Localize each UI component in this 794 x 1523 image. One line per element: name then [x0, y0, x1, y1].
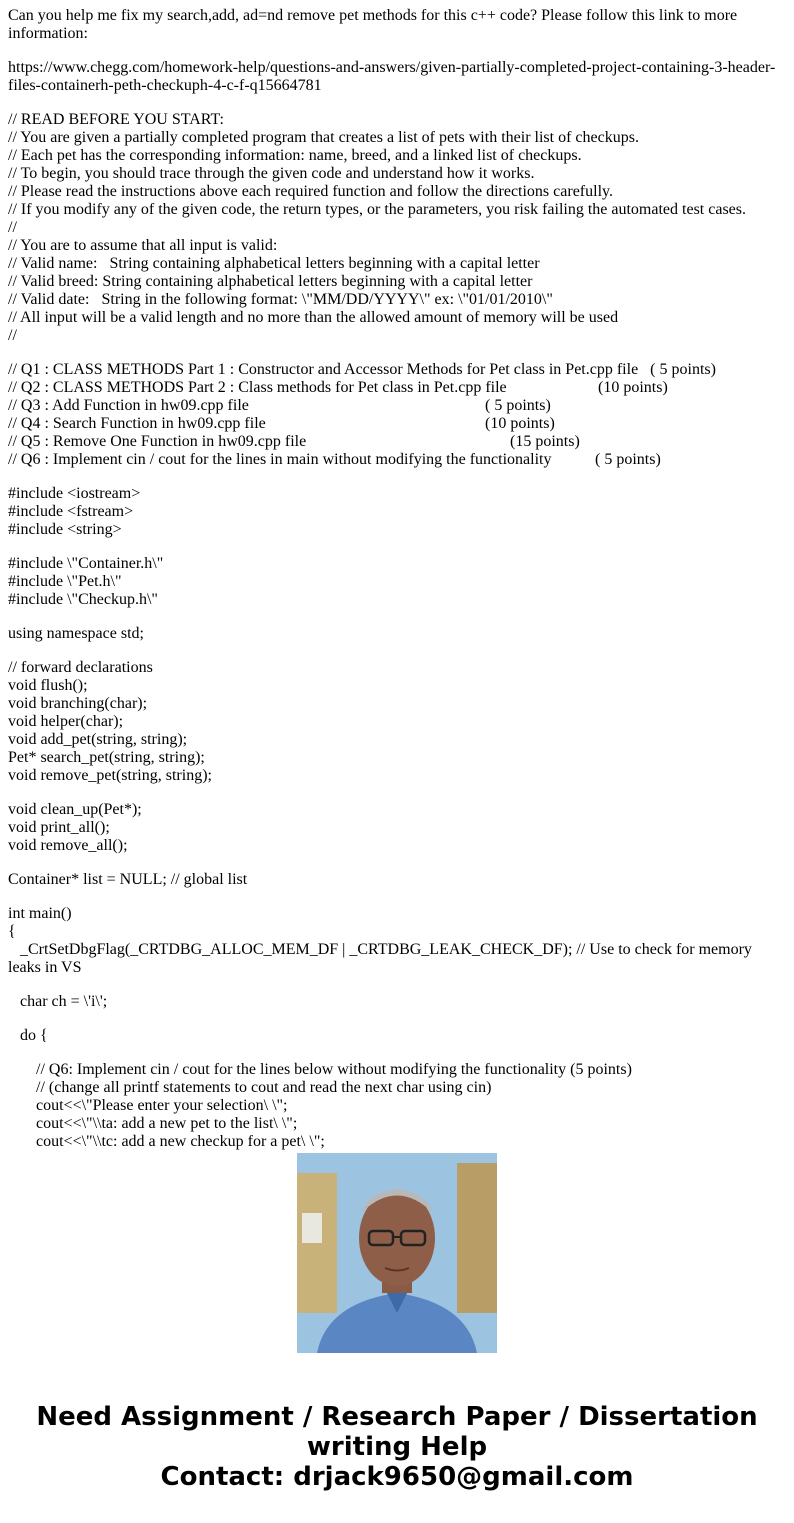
question-text: // Q1 : CLASS METHODS Part 1 : Constructor and Accessor Methods for Pet class in Pet.cpp file: [8, 361, 639, 378]
code-line: void remove_pet(string, string);: [8, 767, 212, 784]
code-comment-line: // All input will be a valid length and no more than the allowed amount of memory will be used: [8, 309, 619, 326]
code-line: cout<<\"Please enter your selection\ \";: [8, 1097, 288, 1114]
code-line: int main(): [8, 905, 72, 922]
code-comment-line: // Each pet has the corresponding information: name, breed, and a linked list of checkups.: [8, 147, 582, 164]
code-line: #include <string>: [8, 521, 122, 538]
code-line: Pet* search_pet(string, string);: [8, 749, 205, 766]
code-line: cout<<\"\\tc: add a new checkup for a pet\ \";: [8, 1133, 325, 1150]
code-line: void clean_up(Pet*);: [8, 801, 142, 818]
code-line: cout<<\"\\ta: add a new pet to the list\ \";: [8, 1115, 298, 1132]
code-block: [8, 1061, 786, 1151]
code-line: void branching(char);: [8, 695, 148, 712]
code-line: void helper(char);: [8, 713, 124, 730]
question-points: (15 points): [510, 433, 580, 450]
question-text: // Q4 : Search Function in hw09.cpp file: [8, 415, 266, 432]
code-block: [8, 905, 786, 977]
code-line: #include <iostream>: [8, 485, 141, 502]
code-line: #include \"Container.h\": [8, 555, 164, 572]
code-block: [8, 801, 786, 855]
question-points: (10 points): [485, 415, 555, 432]
person-portrait-icon: [297, 1153, 497, 1353]
code-line: do {: [8, 1027, 48, 1044]
question-line: [8, 361, 786, 379]
code-block: [8, 993, 786, 1011]
code-line: _CrtSetDbgFlag(_CRTDBG_ALLOC_MEM_DF | _CRTDBG_LEAK_CHECK_DF); // Use to check for memory leaks in VS: [8, 941, 756, 976]
code-line: #include \"Pet.h\": [8, 573, 122, 590]
contact-banner: [0, 1402, 794, 1492]
question-text: // Q5 : Remove One Function in hw09.cpp file: [8, 433, 307, 450]
question-document: [8, 7, 786, 1150]
code-line: void add_pet(string, string);: [8, 731, 188, 748]
code-line: // (change all printf statements to cout and read the next char using cin): [8, 1079, 492, 1096]
question-intro: Can you help me fix my search,add, ad=nd remove pet methods for this c++ code? Please follow this link to more information:: [8, 7, 742, 42]
code-line: // forward declarations: [8, 659, 153, 676]
code-block: [8, 555, 786, 609]
code-listing: [8, 485, 786, 1151]
code-line: Container* list = NULL; // global list: [8, 871, 248, 888]
question-line: [8, 379, 786, 397]
contact-email-text: Contact: drjack9650@gmail.com: [160, 1462, 634, 1492]
code-line: void remove_all();: [8, 837, 128, 854]
code-block: [8, 659, 786, 785]
code-comment-line: // Valid name: String containing alphabetical letters beginning with a capital letter: [8, 255, 540, 272]
code-block: [8, 1027, 786, 1045]
code-line: #include \"Checkup.h\": [8, 591, 158, 608]
question-points-list: [8, 361, 786, 469]
question-line: [8, 415, 786, 433]
code-comment-line: //: [8, 219, 17, 236]
code-block: [8, 625, 786, 643]
reference-link[interactable]: https://www.chegg.com/homework-help/questions-and-answers/given-partially-completed-project-containing-3-header-files-containerh-peth-checkuph-4-c-f-q15664781: [8, 59, 776, 94]
code-line: {: [8, 923, 16, 940]
question-text: // Q6 : Implement cin / cout for the lines in main without modifying the functionality: [8, 451, 552, 468]
code-block: [8, 871, 786, 889]
question-points: ( 5 points): [485, 397, 551, 414]
tutor-photo: [297, 1153, 497, 1353]
code-line: void flush();: [8, 677, 88, 694]
question-line: [8, 451, 786, 469]
code-comment-line: // Please read the instructions above each required function and follow the directions carefully.: [8, 183, 613, 200]
question-line: [8, 397, 786, 415]
code-comment-line: // If you modify any of the given code, the return types, or the parameters, you risk failing the automated test cases.: [8, 201, 746, 218]
code-comment-line: // You are to assume that all input is valid:: [8, 237, 278, 254]
code-comment-line: //: [8, 327, 17, 344]
question-points: (10 points): [598, 379, 668, 396]
code-comment-line: // READ BEFORE YOU START:: [8, 111, 224, 128]
help-offer-text: Need Assignment / Research Paper / Dissertation writing Help: [36, 1402, 758, 1462]
code-line: char ch = \'i\';: [8, 993, 108, 1010]
question-points: ( 5 points): [595, 451, 661, 468]
code-comment-line: // To begin, you should trace through the given code and understand how it works.: [8, 165, 535, 182]
code-header-comments: [8, 111, 786, 345]
question-text: // Q3 : Add Function in hw09.cpp file: [8, 397, 249, 414]
code-line: #include <fstream>: [8, 503, 134, 520]
code-line: void print_all();: [8, 819, 110, 836]
code-block: [8, 485, 786, 539]
question-text: // Q2 : CLASS METHODS Part 2 : Class methods for Pet class in Pet.cpp file: [8, 379, 507, 396]
code-comment-line: // Valid date: String in the following format: \"MM/DD/YYYY\" ex: \"01/01/2010\": [8, 291, 553, 308]
question-line: [8, 433, 786, 451]
question-points: ( 5 points): [650, 361, 716, 378]
code-line: // Q6: Implement cin / cout for the lines below without modifying the functionality (5 points): [8, 1061, 632, 1078]
code-comment-line: // You are given a partially completed program that creates a list of pets with their list of checkups.: [8, 129, 639, 146]
code-comment-line: // Valid breed: String containing alphabetical letters beginning with a capital letter: [8, 273, 533, 290]
code-line: using namespace std;: [8, 625, 144, 642]
